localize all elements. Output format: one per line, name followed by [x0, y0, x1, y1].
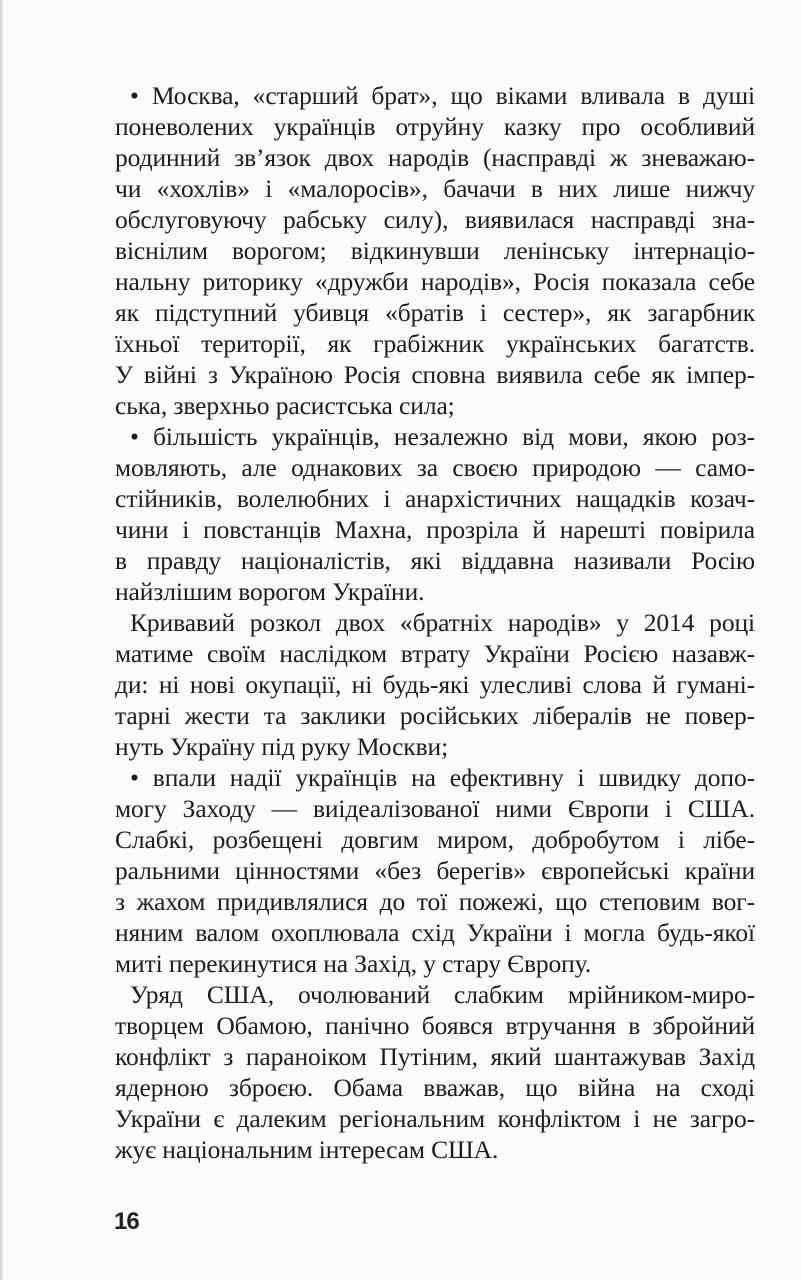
page-edge-shadow	[0, 0, 4, 1280]
text-line: У війні з Україною Росія сповна виявила себе як імпер-	[115, 360, 755, 389]
text-line: матиме своїм наслідком втрату України Росією назавж-	[115, 639, 755, 668]
text-line: в правду націоналістів, які віддавна називали Росію	[115, 546, 755, 575]
text-line: чини і повстанців Махна, прозріла й нарешті повірила	[115, 515, 755, 544]
page-body-text	[115, 80, 755, 1165]
text-line: Уряд США, очолюваний слабким мрійником-миро-	[130, 980, 755, 1009]
text-line: найзлішим ворогом України.	[115, 577, 425, 606]
text-line: як підступний убивця «братів і сестер», як загарбник	[115, 298, 755, 327]
text-line: поневолених українців отруйну казку про особливий	[115, 112, 755, 141]
text-line: • Москва, «старший брат», що віками вливала в душі	[130, 81, 755, 110]
text-line: Кривавий розкол двох «братніх народів» у 2014 році	[130, 608, 755, 637]
text-line: ральними цінностями «без берегів» європейські країни	[115, 856, 755, 885]
text-line: жує національним інтересам США.	[115, 1135, 499, 1164]
text-line: України є далеким регіональним конфліктом і не загро-	[115, 1104, 755, 1133]
text-line: • більшість українців, незалежно від мови, якою роз-	[130, 422, 755, 451]
text-line: з жахом придивлялися до тої пожежі, що степовим вог-	[115, 887, 755, 916]
text-line: ядерною зброєю. Обама вважав, що війна на сході	[115, 1073, 755, 1102]
text-line: стійників, волелюбних і анархістичних нащадків козач-	[115, 484, 755, 513]
text-line: нуть Україну під руку Москви;	[115, 732, 449, 761]
text-line: творцем Обамою, панічно боявся втручання в збройний	[115, 1011, 755, 1040]
text-line: могу Заходу — виідеалізованої ними Європи і США.	[115, 794, 755, 823]
text-line: чи «хохлів» і «малоросів», бачачи в них лише нижчу	[115, 174, 755, 203]
text-line: нальну риторику «дружби народів», Росія показала себе	[115, 267, 755, 296]
text-line: миті перекинутися на Захід, у стару Європу.	[115, 949, 592, 978]
text-line: няним валом охоплювала схід України і могла будь-якої	[115, 918, 755, 947]
page-number: 16	[114, 1208, 139, 1235]
text-line: ська, зверхньо расистська сила;	[115, 391, 455, 420]
text-line: • впали надії українців на ефективну і швидку допо-	[130, 763, 755, 792]
text-line: обслуговуючу рабську силу), виявилася насправді зна-	[115, 205, 755, 234]
text-line: мовляють, але однакових за своєю природою — само-	[115, 453, 755, 482]
text-line: тарні жести та заклики російських лібералів не повер-	[115, 701, 755, 730]
text-line: конфлікт з параноіком Путіним, який шантажував Захід	[115, 1042, 755, 1071]
text-line: віснілим ворогом; відкинувши ленінську інтернаціо-	[115, 236, 755, 265]
text-line: родинний зв’язок двох народів (насправді ж зневажаю-	[115, 143, 755, 172]
text-line: Слабкі, розбещені довгим миром, добробутом і лібе-	[115, 825, 755, 854]
text-line: ди: ні нові окупації, ні будь-які улесливі слова й гумані-	[115, 670, 755, 699]
text-line: їхньої території, як грабіжник українських багатств.	[115, 329, 755, 358]
